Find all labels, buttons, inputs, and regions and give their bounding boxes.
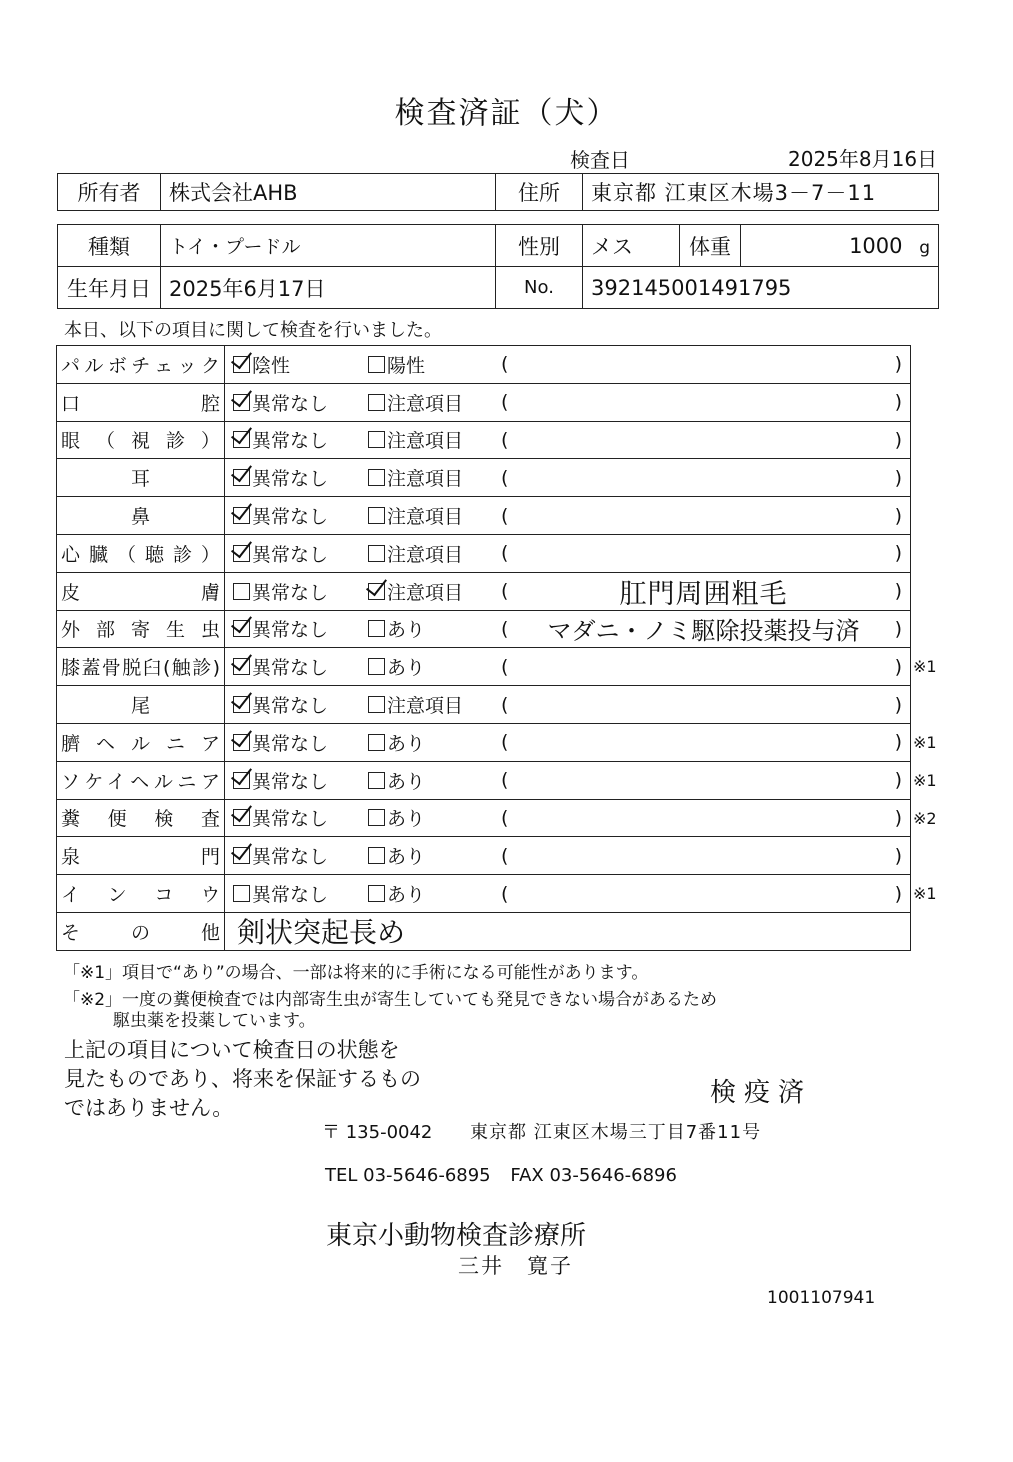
no-value: 392145001491795	[583, 267, 939, 309]
sex-label: 性別	[496, 225, 583, 267]
option-normal[interactable]	[233, 422, 328, 459]
option-normal-label: 異常なし	[252, 619, 329, 642]
close-paren: )	[894, 353, 902, 376]
weight-cell	[741, 225, 939, 267]
option-abnormal-label: あり	[387, 619, 426, 642]
close-paren: )	[894, 580, 902, 603]
option-normal[interactable]	[233, 384, 328, 421]
checkbox-icon[interactable]	[233, 394, 250, 411]
option-normal-label: 異常なし	[252, 468, 329, 491]
remark-mark: ※1	[913, 770, 937, 790]
checkbox-icon[interactable]	[368, 431, 385, 448]
check-row	[57, 573, 910, 611]
clinic-address: 東京都 江東区木場三丁目7番11号	[470, 1122, 762, 1143]
check-row	[57, 686, 910, 724]
option-abnormal[interactable]	[368, 686, 463, 723]
check-category	[57, 346, 225, 383]
option-abnormal[interactable]	[368, 422, 463, 459]
option-abnormal-label: 注意項目	[387, 695, 464, 718]
quarantine-stamp: 検疫済	[710, 1078, 813, 1108]
checkbox-icon[interactable]	[368, 507, 385, 524]
option-normal[interactable]	[233, 611, 328, 648]
check-category-label: 膝蓋骨脱臼(触診)	[61, 657, 220, 680]
check-category	[57, 800, 225, 837]
close-paren: )	[894, 731, 902, 754]
checkbox-icon[interactable]	[233, 507, 250, 524]
option-abnormal-label: 注意項目	[387, 581, 464, 604]
check-row	[57, 800, 910, 838]
check-category-label: インコウ	[61, 884, 220, 907]
option-normal-label: 異常なし	[252, 695, 329, 718]
option-normal[interactable]	[233, 875, 328, 912]
option-abnormal[interactable]	[368, 459, 463, 496]
checkbox-icon[interactable]	[368, 658, 385, 675]
check-row	[57, 346, 910, 384]
check-category-label: 耳	[130, 468, 150, 491]
checkbox-icon[interactable]	[233, 356, 250, 373]
option-normal[interactable]	[233, 573, 328, 610]
option-normal[interactable]	[233, 800, 328, 837]
option-normal-label: 異常なし	[252, 392, 329, 415]
close-paren: )	[894, 769, 902, 792]
check-note: 肛門周囲粗毛	[619, 578, 788, 610]
open-paren: (	[501, 769, 509, 792]
check-note	[527, 422, 880, 459]
option-abnormal-label: 注意項目	[387, 430, 464, 453]
option-normal-label: 異常なし	[252, 543, 329, 566]
option-normal-label: 異常なし	[252, 808, 329, 831]
checkbox-icon[interactable]	[368, 809, 385, 826]
check-category-label: 心臓（聴診）	[61, 543, 220, 566]
open-paren: (	[501, 844, 509, 867]
check-row-other	[57, 913, 910, 951]
disclaimer	[64, 1036, 421, 1123]
address-value: 東京都 江東区木場3－7－11	[583, 174, 939, 211]
check-note	[527, 837, 880, 874]
check-row	[57, 648, 910, 686]
check-table	[56, 345, 911, 951]
option-abnormal-label: あり	[387, 808, 426, 831]
checkbox-icon[interactable]	[233, 431, 250, 448]
checkbox-icon[interactable]	[233, 734, 250, 751]
checkbox-icon[interactable]	[368, 545, 385, 562]
option-normal-label: 異常なし	[252, 581, 329, 604]
close-paren: )	[894, 428, 902, 451]
check-category	[57, 762, 225, 799]
check-category-label: 眼（視診）	[61, 430, 220, 453]
option-abnormal[interactable]	[368, 573, 463, 610]
open-paren: (	[501, 428, 509, 451]
check-note	[527, 686, 880, 723]
option-normal-label: 異常なし	[252, 732, 329, 755]
inspection-date-label: 検査日	[570, 148, 630, 172]
checkbox-icon[interactable]	[368, 734, 385, 751]
option-normal[interactable]	[233, 648, 328, 685]
owner-table	[57, 173, 939, 211]
option-abnormal-label: 注意項目	[387, 468, 464, 491]
option-abnormal-label: あり	[387, 846, 426, 869]
footnote-1: 「※1」項目で“あり”の場合、一部は将来的に手術になる可能性があります。	[63, 963, 649, 983]
check-category-label: 泉門	[61, 846, 220, 869]
option-normal[interactable]	[233, 497, 328, 534]
check-row	[57, 611, 910, 649]
option-abnormal[interactable]	[368, 837, 425, 874]
checkbox-icon[interactable]	[233, 583, 250, 600]
clinic-postal: 〒 135-0042	[322, 1122, 433, 1143]
serial-number: 1001107941	[767, 1288, 876, 1308]
option-abnormal[interactable]	[368, 724, 425, 761]
close-paren: )	[894, 844, 902, 867]
option-abnormal-label: あり	[387, 884, 426, 907]
check-category-label: 糞便検査	[61, 808, 220, 831]
option-normal-label: 異常なし	[252, 846, 329, 869]
option-normal-label: 異常なし	[252, 657, 329, 680]
close-paren: )	[894, 655, 902, 678]
clinic-name: 東京小動物検査診療所	[326, 1221, 587, 1251]
weight-value: 1000	[849, 233, 903, 258]
remark-mark: ※1	[913, 657, 937, 677]
clinic-phone	[325, 1165, 677, 1186]
open-paren: (	[501, 882, 509, 905]
check-row	[57, 497, 910, 535]
check-row	[57, 422, 910, 460]
option-normal-label: 異常なし	[252, 430, 329, 453]
option-abnormal[interactable]	[368, 384, 463, 421]
weight-unit: g	[919, 237, 930, 258]
check-note	[527, 800, 880, 837]
check-category-label: 口腔	[61, 392, 220, 415]
check-category-label: 鼻	[130, 506, 150, 529]
checkbox-icon[interactable]	[233, 658, 250, 675]
check-category-label: 皮膚	[61, 581, 220, 604]
close-paren: )	[894, 504, 902, 527]
check-category	[57, 648, 225, 685]
remark-mark: ※1	[913, 733, 937, 752]
owner-label: 所有者	[58, 174, 161, 211]
checkbox-icon[interactable]	[233, 772, 250, 789]
check-category	[57, 535, 225, 572]
open-paren: (	[501, 580, 509, 603]
check-note	[527, 724, 880, 761]
option-abnormal[interactable]	[368, 875, 425, 912]
option-abnormal-label: 陽性	[387, 354, 426, 377]
open-paren: (	[501, 655, 509, 678]
checkbox-icon[interactable]	[233, 809, 250, 826]
option-abnormal-label: あり	[387, 657, 426, 680]
check-category	[57, 875, 225, 912]
option-normal[interactable]	[233, 837, 328, 874]
check-category	[57, 724, 225, 761]
check-row	[57, 384, 910, 422]
option-abnormal[interactable]	[368, 611, 425, 648]
clinic-tel: TEL 03-5646-6895	[325, 1165, 491, 1186]
check-category	[57, 422, 225, 459]
check-row	[57, 762, 910, 800]
check-category	[57, 913, 225, 950]
checkbox-icon[interactable]	[368, 847, 385, 864]
check-category	[57, 459, 225, 496]
check-row	[57, 837, 910, 875]
check-note	[527, 535, 880, 572]
close-paren: )	[894, 466, 902, 489]
inspection-date-value: 2025年8月16日	[788, 147, 938, 171]
check-row	[57, 875, 910, 913]
weight-label: 体重	[680, 225, 741, 267]
checkbox-icon[interactable]	[233, 696, 250, 713]
option-normal[interactable]	[233, 762, 328, 799]
disclaimer-line: 上記の項目について検査日の状態を	[64, 1038, 400, 1062]
checkbox-icon[interactable]	[368, 885, 385, 902]
option-abnormal-label: 注意項目	[387, 392, 464, 415]
check-category	[57, 611, 225, 648]
check-category-label: ソケイヘルニア	[61, 770, 220, 793]
option-normal-label: 陰性	[252, 354, 291, 377]
close-paren: )	[894, 882, 902, 905]
checkbox-icon[interactable]	[233, 885, 250, 902]
option-abnormal[interactable]	[368, 497, 463, 534]
option-abnormal[interactable]	[368, 762, 425, 799]
open-paren: (	[501, 731, 509, 754]
check-note	[527, 875, 880, 912]
clinic-fax: FAX 03-5646-6896	[510, 1165, 677, 1186]
check-note	[527, 497, 880, 534]
pet-table	[57, 224, 939, 309]
open-paren: (	[501, 542, 509, 565]
address-label: 住所	[496, 174, 583, 211]
no-label: No.	[496, 267, 583, 309]
checkbox-icon[interactable]	[368, 583, 385, 600]
intro-text: 本日、以下の項目に関して検査を行いました。	[64, 320, 442, 341]
open-paren: (	[501, 806, 509, 829]
option-normal[interactable]	[233, 686, 328, 723]
check-row	[57, 535, 910, 573]
check-category-label: 尾	[130, 695, 150, 718]
check-category-label: パルボチェック	[61, 354, 220, 377]
footnote-2-line2: 駆虫薬を投薬しています。	[113, 1011, 316, 1031]
check-note	[527, 459, 880, 496]
check-note	[527, 384, 880, 421]
dob-label: 生年月日	[58, 267, 161, 309]
checkbox-icon[interactable]	[233, 545, 250, 562]
check-note	[527, 648, 880, 685]
open-paren: (	[501, 391, 509, 414]
checkbox-icon[interactable]	[233, 620, 250, 637]
check-category	[57, 686, 225, 723]
check-note	[527, 762, 880, 799]
check-note	[527, 346, 880, 383]
check-category-label: その他	[61, 921, 220, 944]
checkbox-icon[interactable]	[368, 356, 385, 373]
open-paren: (	[501, 693, 509, 716]
dob-value: 2025年6月17日	[161, 267, 496, 309]
option-abnormal[interactable]	[368, 535, 463, 572]
open-paren: (	[501, 617, 509, 640]
check-category-label: 外部寄生虫	[61, 619, 220, 642]
check-category	[57, 384, 225, 421]
option-normal[interactable]	[233, 535, 328, 572]
owner-value: 株式会社AHB	[161, 174, 496, 211]
document-title: 検査済証（犬）	[394, 96, 619, 131]
option-abnormal[interactable]	[368, 346, 425, 383]
close-paren: )	[894, 693, 902, 716]
close-paren: )	[894, 391, 902, 414]
option-normal[interactable]	[233, 346, 290, 383]
checkbox-icon[interactable]	[368, 772, 385, 789]
check-category	[57, 573, 225, 610]
option-abnormal-label: 注意項目	[387, 506, 464, 529]
checkbox-icon[interactable]	[233, 469, 250, 486]
disclaimer-line: ではありません。	[64, 1096, 234, 1120]
close-paren: )	[894, 617, 902, 640]
close-paren: )	[894, 542, 902, 565]
option-abnormal[interactable]	[368, 800, 425, 837]
sex-value: メス	[583, 225, 680, 267]
footnote-2-line1: 「※2」一度の糞便検査では内部寄生虫が寄生していても発見できない場合があるため	[63, 990, 718, 1010]
option-abnormal-label: 注意項目	[387, 543, 464, 566]
option-normal-label: 異常なし	[252, 884, 329, 907]
check-row	[57, 724, 910, 762]
check-row	[57, 459, 910, 497]
check-category	[57, 837, 225, 874]
open-paren: (	[501, 353, 509, 376]
option-normal[interactable]	[233, 459, 328, 496]
close-paren: )	[894, 806, 902, 829]
open-paren: (	[501, 504, 509, 527]
checkbox-icon[interactable]	[368, 620, 385, 637]
remark-mark: ※1	[913, 884, 937, 904]
breed-value: トイ・プードル	[161, 225, 496, 267]
option-abnormal-label: あり	[387, 732, 426, 755]
checkbox-icon[interactable]	[368, 469, 385, 486]
option-normal-label: 異常なし	[252, 770, 329, 793]
check-category	[57, 497, 225, 534]
breed-label: 種類	[58, 225, 161, 267]
remark-mark: ※2	[913, 808, 937, 828]
other-note: 剣状突起長め	[237, 916, 406, 950]
check-category-label: 臍ヘルニア	[61, 732, 220, 755]
open-paren: (	[501, 466, 509, 489]
option-abnormal-label: あり	[387, 770, 426, 793]
check-note: マダニ・ノミ駆除投薬投与済	[547, 617, 860, 646]
option-normal[interactable]	[233, 724, 328, 761]
checkbox-icon[interactable]	[368, 394, 385, 411]
checkbox-icon[interactable]	[368, 696, 385, 713]
clinic-person: 三井 寛子	[458, 1254, 573, 1278]
disclaimer-line: 見たものであり、将来を保証するもの	[64, 1067, 421, 1091]
checkbox-icon[interactable]	[233, 847, 250, 864]
option-abnormal[interactable]	[368, 648, 425, 685]
option-normal-label: 異常なし	[252, 506, 329, 529]
